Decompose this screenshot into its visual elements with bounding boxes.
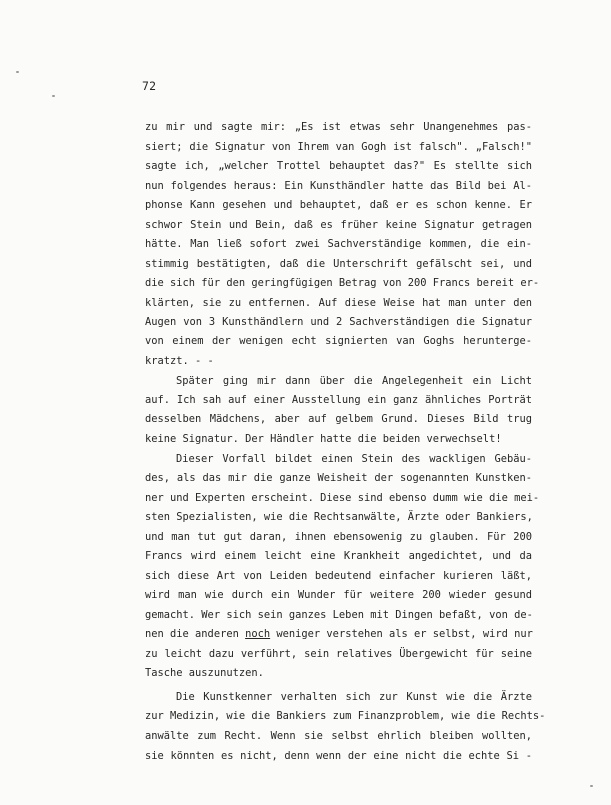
text-line: zu leicht dazu verführt, sein relatives Übergewicht für seine [145, 648, 532, 660]
text-line: auf. Ich sah auf einer Ausstellung ein ganz ähnliches Porträt [145, 394, 532, 406]
text-line: Tasche auszunutzen. [145, 667, 264, 679]
text-line: phonse Kann gesehen und behauptet, daß er es schon kenne. Er [145, 199, 532, 211]
scan-speck [590, 785, 593, 787]
page-number: 72 [142, 79, 157, 93]
text-line: kratzt. - - [145, 355, 214, 367]
paragraph-first-line: Später ging mir dann über die Angelegenheit ein Licht [176, 375, 532, 387]
paragraph-first-line: Die Kunstkenner verhalten sich zur Kunst wie die Ärzte [176, 691, 532, 703]
text-line: und man tut gut daran, ihnen ebensowenig zu glauben. Für 200 [145, 531, 532, 543]
text-line: Francs wird einem leicht eine Krankheit angedichtet, und da [145, 550, 532, 562]
text-line: ner und Experten erscheint. Diese sind ebenso dumm wie die mei- [145, 492, 540, 504]
underlined-word: noch [245, 628, 271, 640]
text-line: nen die anderen noch weniger verstehen als er selbst, wird nur [145, 628, 533, 640]
text-line: zu mir und sagte mir: „Es ist etwas sehr Unangenehmes pas- [145, 121, 532, 133]
text-line: schwor Stein und Bein, daß es früher keine Signatur getragen [145, 219, 532, 231]
text-line: sagte ich, „welcher Trottel behauptet das?" Es stellte sich [145, 160, 532, 172]
text-line: hätte. Man ließ sofort zwei Sachverständige kommen, die ein- [145, 238, 532, 250]
text-line: nun folgendes heraus: Ein Kunsthändler hatte das Bild bei Al- [145, 180, 532, 192]
text-line: stimmig bestätigten, daß die Unterschrift gefälscht sei, und [145, 258, 532, 270]
text-line: die sich für den geringfügigen Betrag von 200 Francs bereit er- [145, 277, 540, 289]
text-line: anwälte zum Recht. Wenn sie selbst ehrlich bleiben wollten, [145, 730, 532, 742]
paragraph-first-line: Dieser Vorfall bildet einen Stein des wackligen Gebäu- [176, 453, 532, 465]
text-line: des, als das mir die ganze Weisheit der sogenannten Kunstken- [145, 472, 532, 484]
scan-speck [52, 95, 55, 97]
text-line: sten Spezialisten, wie die Rechtsanwälte, Ärzte oder Bankiers, [145, 511, 533, 523]
text-line: gemacht. Wer sich sein ganzes Leben mit Dingen befaßt, von de- [145, 609, 533, 621]
text-line: sie könnten es nicht, denn wenn der eine nicht die echte Si - [145, 750, 532, 762]
text-line: siert; die Signatur von Ihrem van Gogh ist falsch". „Falsch!" [145, 141, 532, 153]
text-line: klärten, sie zu entfernen. Auf diese Weise hat man unter den [145, 297, 532, 309]
scan-speck [16, 71, 19, 73]
text-line: wird man wie durch ein Wunder für weitere 200 wieder gesund [145, 589, 532, 601]
text-line: sich diese Art von Leiden bedeutend einfacher kurieren läßt, [145, 570, 532, 582]
text-line: keine Signatur. Der Händler hatte die beiden verwechselt! [145, 433, 502, 445]
text-line: von einem der wenigen echt signierten van Goghs herunterge- [145, 335, 532, 347]
text-line: Augen von 3 Kunsthändlern und 2 Sachverständigen die Signatur [145, 316, 532, 328]
text-line: zur Medizin, wie die Bankiers zum Finanzproblem, wie die Rechts- [145, 710, 546, 722]
text-line: desselben Mädchens, aber auf gelbem Grund. Dieses Bild trug [145, 413, 532, 425]
